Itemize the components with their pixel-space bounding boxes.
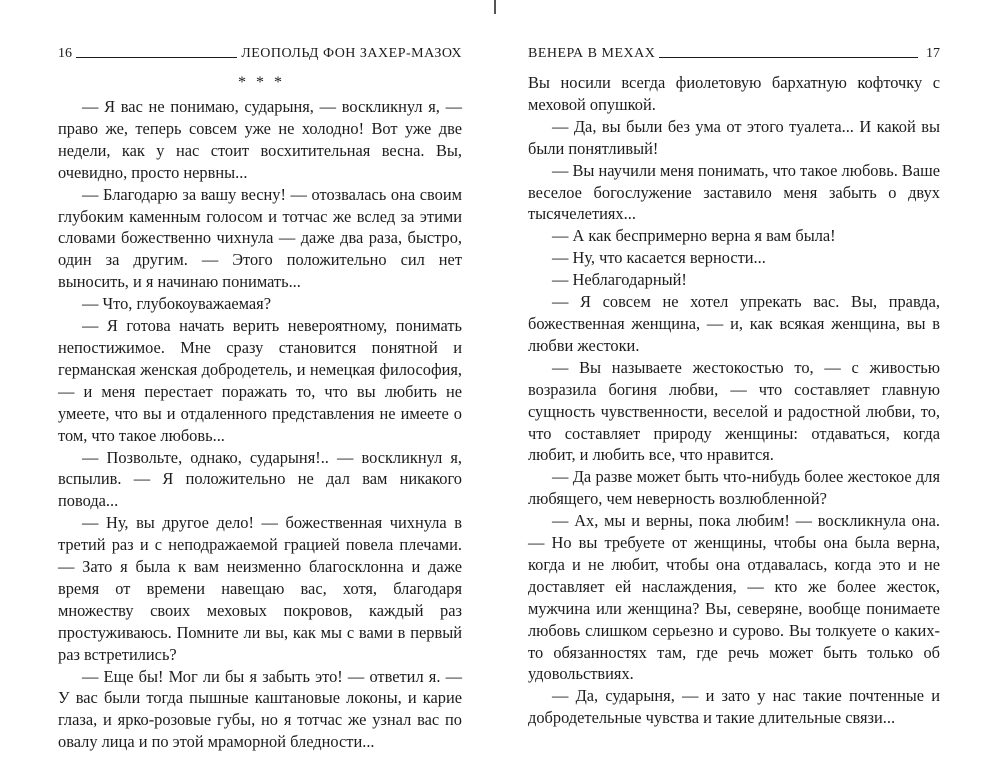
- paragraph: — Я вас не понимаю, сударыня, — воскликнул я, — право же, теперь совсем уже не холодно! Вот уже две недели, как у нас стоит восхитительная весна. Вы, очевидно, просто нервны...: [58, 97, 462, 182]
- paragraph: — Да, сударыня, — и зато у нас такие почтенные и добродетельные чувства и такие длительные связи...: [528, 686, 940, 728]
- paragraph: — Неблагодарный!: [552, 270, 687, 290]
- left-page-number: 16: [58, 46, 72, 61]
- left-running-head: [58, 44, 462, 62]
- paragraph: — Что, глубокоуважаемая?: [82, 294, 271, 314]
- paragraph-continued: Вы носили всегда фиолетовую бархатную кофточку с меховой опушкой.: [528, 73, 940, 114]
- paragraph: — Ну, что касается верности...: [552, 248, 766, 268]
- paragraph: — Позвольте, однако, сударыня!.. — воскликнул я, вспылив. — Я положительно не дал вам никакого повода...: [58, 447, 462, 511]
- right-running-head: [528, 44, 940, 62]
- paragraph: — Ну, вы другое дело! — божественная чихнула в третий раз и с неподражаемой грацией повела плечами. — Зато я была к вам неизменно благосклонна и даже время от времени навещаю вас, хотя, благодаря множеству своих меховых покровов, каждый раз простуживаюсь. Помните ли вы, как мы с вами в первый раз встретились?: [58, 513, 462, 664]
- right-page: [528, 44, 940, 729]
- left-header-author: ЛЕОПОЛЬД ФОН ЗАХЕР-МАЗОХ: [241, 46, 462, 61]
- paragraph: — Да, вы были без ума от этого туалета... И какой вы были понятливый!: [528, 116, 940, 158]
- right-page-number: 17: [926, 46, 940, 61]
- right-page-text: [528, 72, 940, 729]
- paragraph: — Благодарю за вашу весну! — отозвалась она своим глубоким каменным голосом и тотчас же вслед за этими словами божественно чихнула — даже два раза, быстро, один за другим. — Этого положительно сил нет выносить, и я начинаю понимать...: [58, 184, 462, 292]
- paragraph: — Да разве может быть что-нибудь более жестокое для любящего, чем неверность возлюбленной?: [528, 467, 940, 509]
- header-rule: [659, 56, 918, 58]
- left-page: [58, 44, 462, 753]
- paragraph: — А как беспримерно верна я вам была!: [552, 226, 836, 246]
- paragraph: — Ах, мы и верны, пока любим! — воскликнула она. — Но вы требуете от женщины, чтобы она была верна, когда и не любит, чтобы она отдавалась, когда это и не доставляет ей наслаждения, — кто же более жесток, мужчина или женщина? Вы, северяне, вообще понимаете любовь слишком серьезно и сурово. Вы толкуете о каких-то обязанностях там, где речь может быть только об удовольствиях.: [528, 511, 940, 684]
- right-header-title: ВЕНЕРА В МЕХАХ: [528, 46, 656, 61]
- paragraph: — Вы научили меня понимать, что такое любовь. Ваше веселое богослужение заставило меня забыть о двух тысячелетиях...: [528, 160, 941, 224]
- paragraph: — Я совсем не хотел упрекать вас. Вы, правда, божественная женщина, — и, как всякая женщина, вы в любви жестоки.: [528, 292, 940, 355]
- paragraph: — Я готова начать верить невероятному, понимать непостижимое. Мне сразу становится понятной и германская женская добродетель, и немецкая философия, — и меня перестает поражать то, что вы любить не умеете, что вы и отдаленного представления не имеете о том, что такое любовь...: [58, 316, 462, 445]
- section-break: * * *: [238, 74, 282, 91]
- paragraph: — Еще бы! Мог ли бы я забыть это! — ответил я. — У вас были тогда пышные каштановые локоны, и карие глаза, и ярко-розовые губы, но я тотчас же узнал вас по овалу лица и по этой мраморной бледности...: [58, 666, 462, 752]
- left-page-text: [58, 96, 462, 753]
- paragraph: — Вы называете жестокостью то, — с живостью возразила богиня любви, — что составляет главную сущность чувственности, веселой и радостной любви, то, что составляет природу женщины: отдаваться, когда любит, и любить все, что нравится.: [528, 357, 940, 465]
- gutter-mark: [494, 0, 496, 14]
- header-rule: [76, 56, 237, 58]
